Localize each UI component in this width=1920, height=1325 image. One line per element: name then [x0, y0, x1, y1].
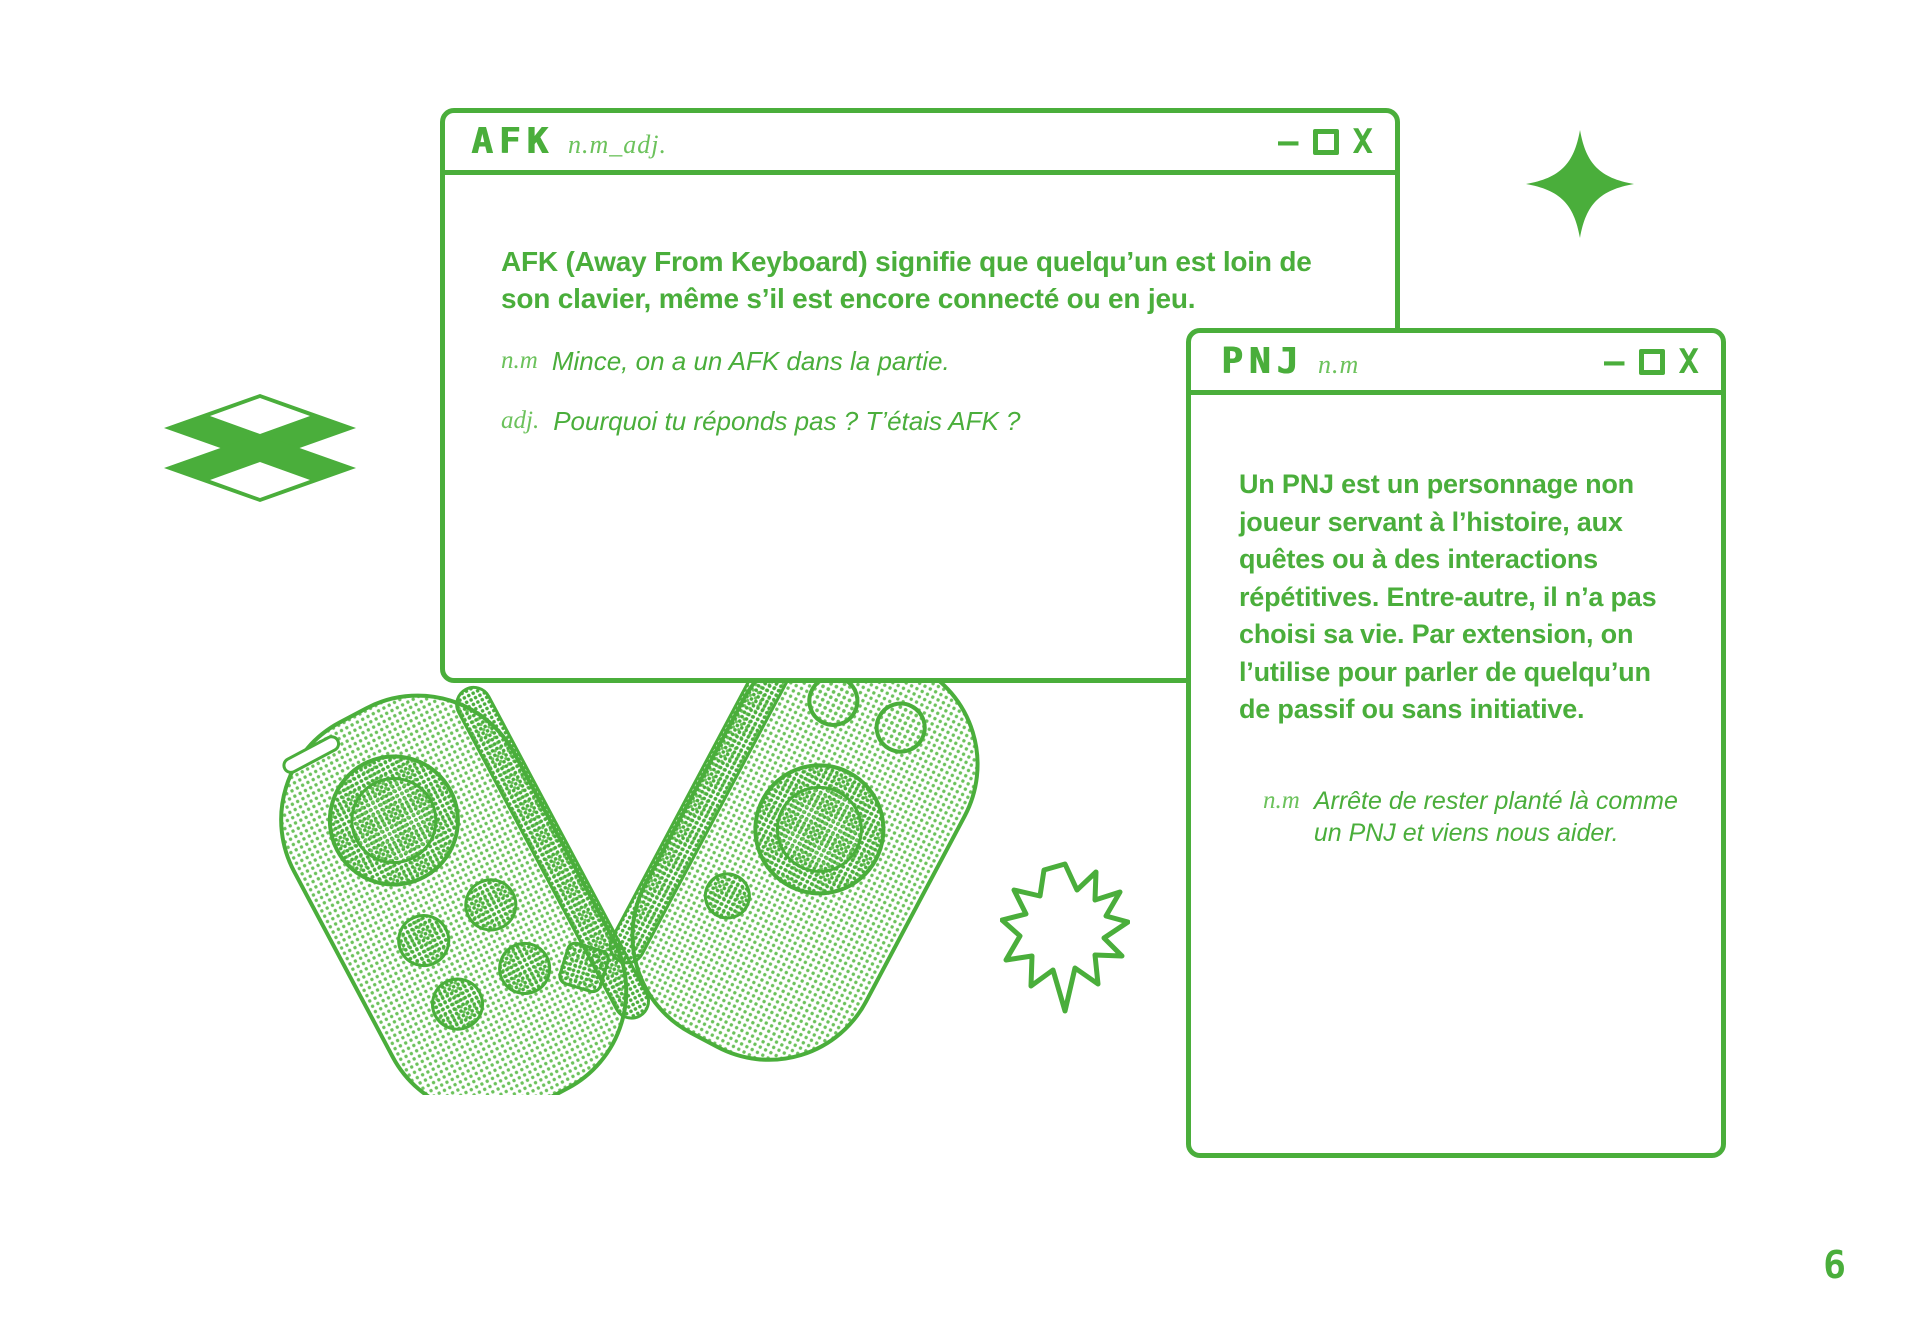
definition-afk: AFK (Away From Keyboard) signifie que quelqu’un est loin de son clavier, même s’il est encore connecté ou en jeu.	[501, 246, 1312, 315]
example-pnj-1	[1239, 785, 1687, 850]
titlebar-pnj[interactable]	[1191, 333, 1721, 395]
page-number: 6	[1823, 1243, 1848, 1287]
window-title-pnj: PNJ	[1221, 340, 1305, 382]
window-controls-pnj	[1604, 341, 1699, 382]
four-point-star-icon	[1526, 130, 1634, 238]
window-pos-afk: n.m_adj.	[568, 129, 668, 159]
starburst-icon	[1000, 860, 1130, 1015]
close-icon[interactable]: X	[1678, 341, 1699, 382]
example-text: Mince, on a un AFK dans la partie.	[551, 346, 950, 377]
window-pnj[interactable]	[1186, 328, 1726, 1158]
minimize-icon[interactable]: –	[1278, 121, 1299, 162]
example-text: Arrête de rester planté là comme un PNJ et viens nous aider.	[1313, 786, 1678, 848]
window-controls-afk	[1278, 121, 1373, 162]
maximize-icon[interactable]	[1639, 349, 1665, 375]
minimize-icon[interactable]: –	[1604, 341, 1625, 382]
window-body-pnj	[1191, 395, 1721, 870]
titlebar-pnj-label-group	[1221, 340, 1360, 382]
window-title-afk: AFK	[471, 120, 555, 162]
example-text: Pourquoi tu réponds pas ? T’étais AFK ?	[553, 406, 1021, 437]
example-pos: adj.	[501, 407, 540, 435]
titlebar-afk-label-group	[471, 120, 668, 162]
stacked-layers-icon	[160, 390, 360, 530]
definition-pnj: Un PNJ est un personnage non joueur servant à l’histoire, aux quêtes ou à des interactions répétitives. Entre-autre, il n’a pas choisi sa vie. Par extension, on l’utilise pour parler de quelqu’un de passif ou sans initiative.	[1239, 469, 1657, 725]
example-pos: n.m	[1263, 786, 1300, 814]
titlebar-afk[interactable]	[445, 113, 1395, 175]
window-pos-pnj: n.m	[1318, 349, 1360, 379]
maximize-icon[interactable]	[1313, 129, 1339, 155]
close-icon[interactable]: X	[1352, 121, 1373, 162]
example-pos: n.m	[501, 347, 538, 375]
